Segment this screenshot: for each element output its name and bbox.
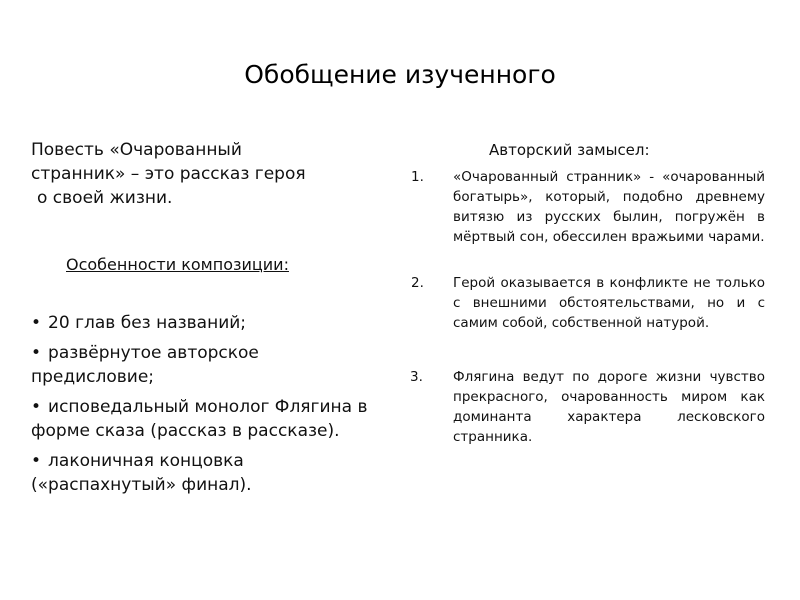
point-text: «Очарованный странник» - «очарованный богатырь», который, подобно древнему витязю из русских былин, погружён в мёртвый сон, обессилен вражьими чарами. <box>453 169 765 245</box>
bullet-icon: • <box>31 343 42 363</box>
bullet-icon: • <box>31 313 42 333</box>
intent-point <box>402 273 765 333</box>
bullet-icon: • <box>31 451 42 471</box>
point-number: 2. <box>411 275 424 291</box>
intro-line: о своей жизни. <box>37 188 173 208</box>
point-number: 1. <box>411 169 424 185</box>
author-intent-heading: Авторский замысел: <box>489 141 650 159</box>
point-text: Герой оказывается в конфликте не только с внешними обстоятельствами, но и с самим собой, собственной натурой. <box>453 275 765 331</box>
intent-point <box>402 167 765 247</box>
right-column <box>402 140 765 447</box>
feature-text: лаконичная концовка («распахнутый» финал). <box>31 451 252 495</box>
intent-point <box>402 367 765 447</box>
intro-paragraph <box>31 138 383 210</box>
list-item <box>31 395 383 443</box>
left-column <box>31 138 383 503</box>
composition-features-list <box>31 311 383 497</box>
intro-line: странник» – это рассказ героя <box>31 164 306 184</box>
bullet-icon: • <box>31 397 42 417</box>
list-item <box>31 449 383 497</box>
point-number: 3. <box>410 369 423 385</box>
list-item <box>31 311 383 335</box>
intro-line: Повесть «Очарованный <box>31 140 242 160</box>
point-text: Флягина ведут по дороге жизни чувство прекрасного, очарованность миром как доминанта характера лесковского странника. <box>453 369 765 445</box>
feature-text: развёрнутое авторское предисловие; <box>31 343 259 387</box>
slide-title: Обобщение изученного <box>244 60 556 89</box>
feature-text: исповедальный монолог Флягина в форме сказа (рассказ в рассказе). <box>31 397 368 441</box>
feature-text: 20 глав без названий; <box>48 313 247 333</box>
list-item <box>31 341 383 389</box>
composition-features-heading: Особенности композиции: <box>66 255 289 274</box>
